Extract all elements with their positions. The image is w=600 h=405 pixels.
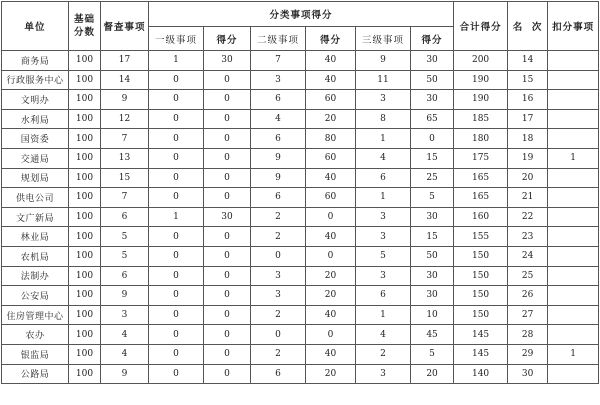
cell-level3: 1 (356, 305, 411, 325)
cell-level2: 6 (251, 129, 306, 149)
cell-level3-score: 50 (411, 246, 454, 266)
cell-unit: 交通局 (2, 148, 69, 168)
cell-unit: 供电公司 (2, 188, 69, 208)
cell-level1-score: 0 (204, 188, 251, 208)
table-row (2, 286, 599, 306)
cell-unit: 住房管理中心 (2, 305, 69, 325)
cell-level1: 0 (149, 364, 204, 384)
cell-rank: 24 (508, 246, 548, 266)
cell-level1-score: 0 (204, 325, 251, 345)
cell-rank: 27 (508, 305, 548, 325)
cell-base-score: 100 (69, 148, 101, 168)
cell-level1: 0 (149, 266, 204, 286)
cell-level3: 2 (356, 344, 411, 364)
table-row (2, 364, 599, 384)
cell-inspection: 3 (101, 305, 149, 325)
cell-base-score: 100 (69, 246, 101, 266)
cell-level3: 1 (356, 188, 411, 208)
cell-inspection: 13 (101, 148, 149, 168)
cell-inspection: 6 (101, 266, 149, 286)
cell-inspection: 12 (101, 109, 149, 129)
cell-level3: 3 (356, 90, 411, 110)
cell-total: 150 (454, 266, 508, 286)
cell-deduction: 1 (548, 148, 599, 168)
table-row (2, 168, 599, 188)
cell-level1-score: 30 (204, 51, 251, 71)
table-row (2, 70, 599, 90)
score-table (1, 1, 599, 384)
cell-base-score: 100 (69, 364, 101, 384)
cell-level1-score: 0 (204, 364, 251, 384)
header-level2: 二级事项 (251, 27, 306, 51)
cell-total: 160 (454, 207, 508, 227)
cell-unit: 文明办 (2, 90, 69, 110)
header-unit: 单位 (2, 2, 69, 51)
header-base-score (69, 2, 101, 51)
cell-level3: 4 (356, 148, 411, 168)
cell-total: 200 (454, 51, 508, 71)
cell-unit: 商务局 (2, 51, 69, 71)
cell-base-score: 100 (69, 325, 101, 345)
cell-level1-score: 0 (204, 286, 251, 306)
cell-level1: 0 (149, 246, 204, 266)
cell-base-score: 100 (69, 188, 101, 208)
cell-level2: 9 (251, 168, 306, 188)
cell-unit: 规划局 (2, 168, 69, 188)
cell-deduction (548, 286, 599, 306)
cell-level3-score: 0 (411, 129, 454, 149)
cell-level3: 4 (356, 325, 411, 345)
cell-level3-score: 30 (411, 90, 454, 110)
cell-unit: 公路局 (2, 364, 69, 384)
header-base-score-line2: 分数 (73, 27, 95, 38)
cell-level2-score: 20 (306, 109, 356, 129)
cell-base-score: 100 (69, 168, 101, 188)
table-row (2, 129, 599, 149)
cell-rank: 28 (508, 325, 548, 345)
cell-level2: 2 (251, 227, 306, 247)
cell-level3-score: 5 (411, 188, 454, 208)
cell-unit: 农办 (2, 325, 69, 345)
header-deduction: 扣分事项 (548, 2, 599, 51)
cell-base-score: 100 (69, 207, 101, 227)
cell-level3-score: 25 (411, 168, 454, 188)
cell-level2-score: 60 (306, 188, 356, 208)
cell-unit: 水利局 (2, 109, 69, 129)
cell-level3-score: 20 (411, 364, 454, 384)
cell-level2-score: 40 (306, 227, 356, 247)
cell-level3-score: 10 (411, 305, 454, 325)
table-row (2, 227, 599, 247)
cell-level3: 3 (356, 207, 411, 227)
table-row (2, 51, 599, 71)
cell-inspection: 7 (101, 129, 149, 149)
cell-total: 150 (454, 305, 508, 325)
cell-level1: 0 (149, 168, 204, 188)
cell-level2-score: 80 (306, 129, 356, 149)
cell-level1-score: 0 (204, 266, 251, 286)
table-row (2, 246, 599, 266)
cell-inspection: 4 (101, 325, 149, 345)
cell-level2: 7 (251, 51, 306, 71)
cell-rank: 26 (508, 286, 548, 306)
cell-rank: 23 (508, 227, 548, 247)
header-level3-score: 得分 (411, 27, 454, 51)
cell-level2-score: 0 (306, 325, 356, 345)
cell-level2: 6 (251, 188, 306, 208)
table-row (2, 188, 599, 208)
cell-level2-score: 60 (306, 90, 356, 110)
header-level2-score: 得分 (306, 27, 356, 51)
cell-level1-score: 0 (204, 344, 251, 364)
header-rank: 名 次 (508, 2, 548, 51)
table-body (2, 51, 599, 384)
cell-inspection: 17 (101, 51, 149, 71)
cell-total: 155 (454, 227, 508, 247)
cell-level3-score: 5 (411, 344, 454, 364)
cell-base-score: 100 (69, 286, 101, 306)
cell-deduction (548, 305, 599, 325)
cell-level1-score: 0 (204, 109, 251, 129)
cell-base-score: 100 (69, 344, 101, 364)
cell-level1: 1 (149, 51, 204, 71)
cell-level3-score: 15 (411, 148, 454, 168)
table-row (2, 344, 599, 364)
cell-level1: 0 (149, 129, 204, 149)
cell-level2: 4 (251, 109, 306, 129)
cell-base-score: 100 (69, 305, 101, 325)
cell-rank: 21 (508, 188, 548, 208)
cell-level1-score: 0 (204, 227, 251, 247)
cell-level2: 0 (251, 325, 306, 345)
cell-level2: 3 (251, 286, 306, 306)
cell-level3: 3 (356, 266, 411, 286)
cell-level3-score: 30 (411, 207, 454, 227)
table-header (2, 2, 599, 51)
cell-base-score: 100 (69, 266, 101, 286)
cell-total: 190 (454, 90, 508, 110)
cell-inspection: 15 (101, 168, 149, 188)
cell-level3: 3 (356, 364, 411, 384)
cell-total: 145 (454, 344, 508, 364)
cell-level3-score: 30 (411, 51, 454, 71)
cell-rank: 25 (508, 266, 548, 286)
cell-level3-score: 45 (411, 325, 454, 345)
cell-deduction (548, 188, 599, 208)
cell-inspection: 9 (101, 364, 149, 384)
cell-total: 165 (454, 188, 508, 208)
cell-rank: 29 (508, 344, 548, 364)
cell-deduction (548, 364, 599, 384)
cell-unit: 文广新局 (2, 207, 69, 227)
cell-level1-score: 0 (204, 246, 251, 266)
cell-inspection: 9 (101, 286, 149, 306)
cell-level2-score: 40 (306, 51, 356, 71)
cell-inspection: 7 (101, 188, 149, 208)
table-row (2, 90, 599, 110)
cell-rank: 17 (508, 109, 548, 129)
cell-level3-score: 65 (411, 109, 454, 129)
cell-level3-score: 30 (411, 266, 454, 286)
cell-level1: 0 (149, 286, 204, 306)
cell-level1: 1 (149, 207, 204, 227)
table-row (2, 305, 599, 325)
cell-inspection: 9 (101, 90, 149, 110)
cell-inspection: 14 (101, 70, 149, 90)
cell-total: 140 (454, 364, 508, 384)
cell-level2: 6 (251, 90, 306, 110)
cell-level2-score: 40 (306, 305, 356, 325)
cell-level2-score: 40 (306, 70, 356, 90)
cell-unit: 林业局 (2, 227, 69, 247)
cell-level3-score: 30 (411, 286, 454, 306)
cell-unit: 法制办 (2, 266, 69, 286)
cell-deduction (548, 325, 599, 345)
cell-total: 185 (454, 109, 508, 129)
cell-level2-score: 40 (306, 344, 356, 364)
cell-deduction (548, 109, 599, 129)
cell-total: 165 (454, 168, 508, 188)
cell-base-score: 100 (69, 51, 101, 71)
cell-level2: 2 (251, 344, 306, 364)
cell-level2: 9 (251, 148, 306, 168)
cell-level2-score: 40 (306, 168, 356, 188)
header-level1-score: 得分 (204, 27, 251, 51)
cell-unit: 农机局 (2, 246, 69, 266)
cell-level2: 3 (251, 70, 306, 90)
cell-level3-score: 50 (411, 70, 454, 90)
cell-base-score: 100 (69, 90, 101, 110)
header-level3: 三级事项 (356, 27, 411, 51)
cell-deduction (548, 266, 599, 286)
cell-total: 145 (454, 325, 508, 345)
cell-deduction (548, 90, 599, 110)
table-row (2, 148, 599, 168)
cell-unit: 公安局 (2, 286, 69, 306)
cell-level3: 3 (356, 227, 411, 247)
cell-level1: 0 (149, 148, 204, 168)
cell-level1: 0 (149, 90, 204, 110)
cell-rank: 22 (508, 207, 548, 227)
cell-level2: 0 (251, 246, 306, 266)
header-base-score-line1: 基础 (73, 14, 95, 25)
cell-level2: 3 (251, 266, 306, 286)
cell-level3: 1 (356, 129, 411, 149)
cell-level1: 0 (149, 109, 204, 129)
cell-level1-score: 0 (204, 90, 251, 110)
cell-level2-score: 20 (306, 286, 356, 306)
cell-deduction (548, 207, 599, 227)
cell-deduction (548, 168, 599, 188)
cell-inspection: 6 (101, 207, 149, 227)
cell-level1-score: 0 (204, 70, 251, 90)
cell-inspection: 5 (101, 246, 149, 266)
cell-unit: 银监局 (2, 344, 69, 364)
header-inspection: 督查事项 (101, 2, 149, 51)
cell-unit: 行政服务中心 (2, 70, 69, 90)
cell-inspection: 5 (101, 227, 149, 247)
cell-level3: 9 (356, 51, 411, 71)
cell-rank: 20 (508, 168, 548, 188)
cell-deduction (548, 129, 599, 149)
cell-level3: 5 (356, 246, 411, 266)
cell-level3: 6 (356, 168, 411, 188)
cell-level2-score: 60 (306, 148, 356, 168)
cell-level1-score: 0 (204, 129, 251, 149)
table-row (2, 325, 599, 345)
cell-level2: 2 (251, 305, 306, 325)
cell-level2: 2 (251, 207, 306, 227)
cell-deduction (548, 70, 599, 90)
cell-level1-score: 0 (204, 168, 251, 188)
cell-level1: 0 (149, 344, 204, 364)
cell-total: 190 (454, 70, 508, 90)
cell-rank: 16 (508, 90, 548, 110)
cell-inspection: 4 (101, 344, 149, 364)
cell-total: 175 (454, 148, 508, 168)
cell-base-score: 100 (69, 70, 101, 90)
header-level1: 一级事项 (149, 27, 204, 51)
cell-total: 150 (454, 246, 508, 266)
cell-rank: 14 (508, 51, 548, 71)
cell-level3: 6 (356, 286, 411, 306)
cell-rank: 15 (508, 70, 548, 90)
cell-base-score: 100 (69, 129, 101, 149)
cell-deduction (548, 51, 599, 71)
cell-level1: 0 (149, 70, 204, 90)
cell-level1-score: 30 (204, 207, 251, 227)
cell-total: 180 (454, 129, 508, 149)
cell-rank: 18 (508, 129, 548, 149)
cell-level3-score: 15 (411, 227, 454, 247)
cell-unit: 国资委 (2, 129, 69, 149)
cell-level2: 6 (251, 364, 306, 384)
cell-rank: 19 (508, 148, 548, 168)
cell-level1: 0 (149, 305, 204, 325)
header-category-group: 分类事项得分 (149, 2, 454, 27)
cell-total: 150 (454, 286, 508, 306)
cell-deduction (548, 246, 599, 266)
cell-level1: 0 (149, 188, 204, 208)
cell-rank: 30 (508, 364, 548, 384)
cell-base-score: 100 (69, 227, 101, 247)
cell-level1-score: 0 (204, 305, 251, 325)
cell-deduction (548, 227, 599, 247)
cell-level2-score: 0 (306, 207, 356, 227)
cell-base-score: 100 (69, 109, 101, 129)
cell-level1: 0 (149, 325, 204, 345)
table-row (2, 109, 599, 129)
cell-level2-score: 20 (306, 364, 356, 384)
header-total: 合计得分 (454, 2, 508, 51)
table-row (2, 207, 599, 227)
cell-deduction: 1 (548, 344, 599, 364)
cell-level2-score: 0 (306, 246, 356, 266)
cell-level3: 8 (356, 109, 411, 129)
cell-level1-score: 0 (204, 148, 251, 168)
cell-level1: 0 (149, 227, 204, 247)
table-row (2, 266, 599, 286)
cell-level2-score: 20 (306, 266, 356, 286)
cell-level3: 11 (356, 70, 411, 90)
